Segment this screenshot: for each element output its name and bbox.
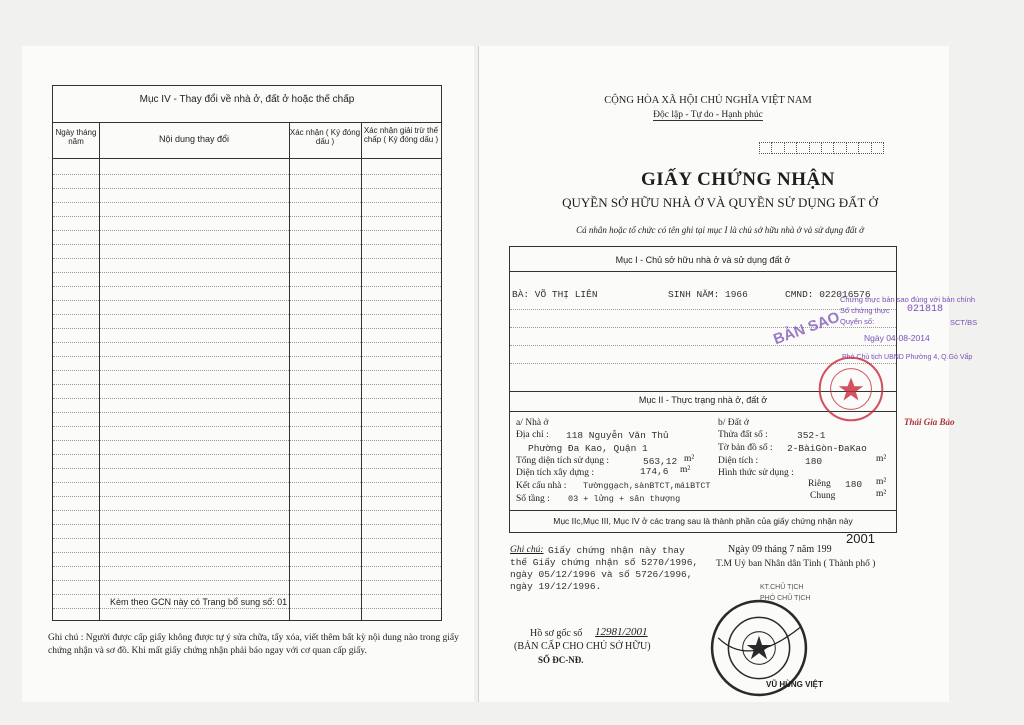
table-ruled-line — [53, 580, 441, 581]
build-area-label: Diện tích xây dựng : — [516, 468, 594, 478]
table-ruled-line — [53, 230, 441, 231]
section4-title: Mục IV - Thay đổi về nhà ở, đất ở hoặc thế chấp — [139, 94, 355, 105]
section2-title: Mục II - Thực trạng nhà ở, đất ở — [638, 395, 768, 405]
attachment-note: Kèm theo GCN này có Trang bổ sung số: 01 — [110, 597, 288, 607]
remarks-line2: thế Giấy chứng nhận số 5270/1996, — [510, 557, 699, 568]
table-ruled-line — [53, 538, 441, 539]
owner-birth-year: SINH NĂM: 1966 — [668, 289, 748, 300]
table-ruled-line — [53, 524, 441, 525]
dc-number: SỐ ĐC-NĐ. — [538, 655, 584, 665]
private-unit: m² — [876, 477, 887, 487]
owner-id: CMND: 022016576 — [785, 289, 871, 300]
usable-area-value: 563,12 — [643, 456, 678, 467]
table-ruled-line — [53, 384, 441, 385]
nation-name: CỘNG HÒA XÃ HỘI CHỦ NGHĨA VIỆT NAM — [604, 95, 812, 106]
structure-label: Kết cấu nhà : — [516, 481, 567, 491]
table-ruled-line — [53, 216, 441, 217]
certificate-title: GIẤY CHỨNG NHẬN — [641, 169, 835, 190]
table-ruled-line — [53, 272, 441, 273]
map-label: Tờ bản đồ số : — [718, 443, 773, 453]
serial-box — [760, 142, 884, 154]
shared-label: Chung — [810, 491, 836, 501]
table-ruled-line — [53, 174, 441, 175]
stamp-line2: Số chứng thực — [840, 306, 890, 315]
table-ruled-line — [53, 608, 441, 609]
table-ruled-line — [53, 328, 441, 329]
remarks-line1: Giấy chứng nhận này thay — [548, 545, 685, 556]
official-seal-red — [817, 355, 885, 423]
structure-value: Tườnggạch,sànBTCT,máiBTCT — [583, 481, 711, 491]
floors-value: 03 + lửng + sân thượng — [568, 494, 681, 504]
map-value: 2-BàiGòn-ĐaKao — [787, 443, 867, 454]
table-ruled-line — [53, 202, 441, 203]
stamp-signer: Thái Gia Bảo — [904, 417, 955, 427]
certificate-subtitle: QUYỀN SỞ HỮU NHÀ Ở VÀ QUYỀN SỬ DỤNG ĐẤT Ở — [562, 195, 878, 210]
land-area-unit: m² — [876, 454, 887, 464]
use-form-label: Hình thức sử dụng : — [718, 468, 794, 478]
stamp-line4: Phó Chủ tịch UBND Phường 4, Q.Gò Vấp — [842, 354, 973, 361]
usable-area-label: Tổng diện tích sử dụng : — [516, 456, 610, 466]
table-ruled-line — [53, 356, 441, 357]
table-ruled-line — [53, 440, 441, 441]
land-area-label: Diện tích : — [718, 456, 759, 466]
signing-date: Ngày 09 tháng 7 năm 199 — [728, 544, 832, 555]
table-ruled-line — [53, 468, 441, 469]
floors-label: Số tầng : — [516, 494, 550, 504]
private-label: Riêng — [808, 479, 831, 489]
table-ruled-line — [53, 398, 441, 399]
table-ruled-line — [53, 314, 441, 315]
table-ruled-line — [53, 300, 441, 301]
year-handwritten: 2001 — [846, 531, 875, 546]
table-ruled-line — [53, 286, 441, 287]
address-label: Địa chỉ : — [516, 430, 549, 440]
table-ruled-line — [53, 370, 441, 371]
copy-banner: BẢN SAO — [771, 308, 842, 349]
file-no-label: Hồ sơ gốc số — [530, 628, 583, 639]
build-area-value: 174,6 — [640, 466, 669, 477]
table-ruled-line — [53, 412, 441, 413]
shared-unit: m² — [876, 489, 887, 499]
land-heading: b/ Đất ở — [718, 418, 749, 428]
table-ruled-line — [53, 566, 441, 567]
section-note: Mục IIc,Mục III, Mục IV ở các trang sau là thành phần của giấy chứng nhận này — [553, 516, 853, 526]
build-area-unit: m² — [680, 465, 691, 475]
remarks-label: Ghi chú: — [510, 545, 544, 555]
amendment-table — [52, 85, 442, 621]
stamp-number: 021818 — [907, 304, 944, 315]
private-value: 180 — [845, 479, 863, 490]
table-ruled-line — [53, 482, 441, 483]
table-ruled-line — [53, 188, 441, 189]
land-area-value: 180 — [805, 456, 823, 467]
issued-to: (BẢN CẤP CHO CHỦ SỞ HỮU) — [514, 641, 651, 652]
plot-value: 352-1 — [797, 430, 826, 441]
national-motto: Độc lập - Tự do - Hạnh phúc — [653, 110, 763, 120]
certificate-intro: Cá nhân hoặc tổ chức có tên ghi tại mục I là chủ sở hữu nhà ở và sử dụng đất ở — [576, 225, 864, 235]
table-ruled-line — [53, 510, 441, 511]
column-change: Nội dung thay đổi — [158, 134, 230, 144]
address-line2: Phường Đa Kao, Quận 1 — [528, 443, 648, 454]
owner-name: BÀ: VÕ THỊ LIÊN — [512, 289, 598, 300]
table-ruled-line — [53, 342, 441, 343]
left-footnote: Ghi chú : Người được cấp giấy không được tự ý sửa chữa, tẩy xóa, viết thêm bất kỳ nội dung nào trong giấy chứng nhận và sơ đồ. Khi mất giấy chứng nhận phải báo ngay với cơ quan cấp giấy. — [48, 633, 459, 656]
house-heading: a/ Nhà ở — [516, 418, 549, 428]
column-date: Ngày tháng năm — [55, 128, 97, 146]
issuing-authority: T.M Uỷ ban Nhân dân Tỉnh ( Thành phố ) — [716, 559, 876, 569]
section1-title: Mục I - Chủ sở hữu nhà ở và sử dụng đất ở — [615, 255, 791, 265]
usable-area-unit: m² — [684, 454, 695, 464]
for-chairman: KT.CHỦ TỊCH — [760, 584, 804, 591]
remarks-line4: ngày 19/12/1996. — [510, 581, 602, 592]
plot-label: Thửa đất số : — [718, 430, 768, 440]
table-ruled-line — [53, 426, 441, 427]
table-ruled-line — [53, 552, 441, 553]
table-ruled-line — [53, 496, 441, 497]
stamp-line1: Chứng thực bản sao đúng với bản chính — [840, 295, 976, 304]
table-ruled-line — [53, 454, 441, 455]
table-ruled-line — [53, 244, 441, 245]
stamp-line3: Quyển số: — [840, 317, 875, 326]
remarks-line3: ngày 05/12/1996 và số 5726/1996, — [510, 569, 693, 580]
vice-chairman: PHÓ CHỦ TỊCH — [760, 595, 811, 602]
signer-name: VŨ HÙNG VIỆT — [766, 680, 823, 689]
table-ruled-line — [53, 594, 441, 595]
stamp-book: SCT/BS — [950, 318, 978, 327]
column-release: Xác nhận giải trừ thế chấp ( Ký đóng dấu ) — [363, 126, 439, 144]
stamp-date: Ngày 04-08-2014 — [864, 333, 930, 343]
file-no-value: 12981/2001 — [595, 626, 648, 638]
column-confirm: Xác nhận ( Ký đóng dấu ) — [289, 128, 361, 146]
address-line1: 118 Nguyễn Văn Thủ — [566, 430, 669, 441]
table-ruled-line — [53, 258, 441, 259]
